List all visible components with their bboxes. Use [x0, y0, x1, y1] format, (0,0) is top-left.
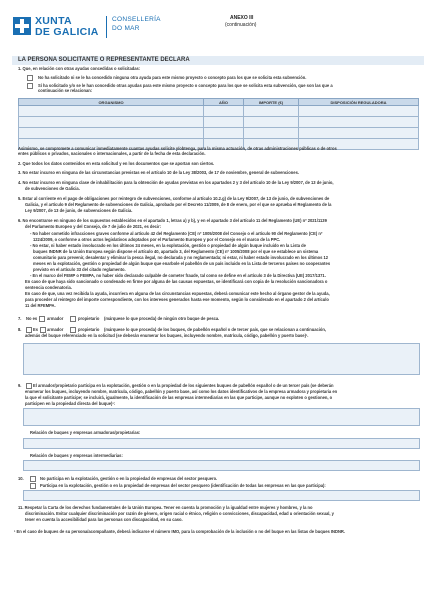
item10-option-a-checkbox[interactable]: [30, 476, 36, 482]
table-row: [19, 117, 419, 128]
dept-name-line2: DO MAR: [112, 25, 140, 32]
item7-armador-checkbox[interactable]: [39, 316, 45, 322]
item6-text-4: 1224/2009, o conforme a otros actos legislativos adoptados por el Parlamento Europeo y por el Consejo en el marco de la PPC.: [33, 237, 281, 242]
item7-no-es: No es: [26, 316, 38, 321]
item6-text-6: buques INDNR de la Unión Europea según dispone el artículo 40, apartado 3, del Reglamento (CE) nº 1005/2008 por el que se establece un sistema: [33, 249, 319, 254]
commitment-text-1: Asimismo, se compromete a comunicar inmediatamente cuantas ayudas solicite y/obtenga, para la misma actuación, de otras administraciones públicas o de otros: [18, 146, 337, 151]
item1-option-b-checkbox[interactable]: [27, 83, 33, 89]
item6-text-9: previsto en el artículo 33 del citado reglamento.: [33, 267, 126, 272]
item3-text: 3. No estar incurso en ninguna de las circunstancias previstas en el artículo 10 de la Ley 38/2003, de 17 de noviembre, general de subvenciones.: [18, 170, 299, 175]
col-header-ano: AÑO: [204, 99, 244, 106]
item5-text-2: Galicia, y el artículo 9 del Reglamento de subvenciones de Galicia, aprobado por el Decreto 11/2009, de 8 de enero, por el que se aprueba el Reglamento de la: [25, 202, 332, 207]
item7-propietario-label: propietario: [78, 316, 100, 321]
item1-option-a-checkbox[interactable]: [27, 75, 33, 81]
item2-text: 2. Que todos los datos contenidos en esta solicitud y en los documentos que se aportan son ciertos.: [18, 161, 215, 166]
item11-text-3: tener en cuenta la accesibilidad para las personas con discapacidad, en su caso.: [25, 517, 183, 522]
item6-text-15: 11 del RFEMPA.: [25, 303, 56, 308]
item11-text-2: discriminación. Evitar cualquier discriminación por razón de género, origen racial o étnico, religión o convicciones, discapacidad, edad u orientación sexual, y: [25, 511, 334, 516]
section-title: LA PERSONA SOLICITANTE O REPRESENTANTE DECLARA: [18, 57, 190, 63]
org-name-line2: DE GALICIA: [35, 26, 99, 38]
item8-propietario-label: propietario: [78, 327, 100, 332]
other-aids-table: [18, 98, 419, 150]
item6-text-13: En caso de que, una vez recibida la ayuda, incurriera en alguna de las circunstancias expuestas, deberá comunicar este hecho al órgano gestor de la ayuda,: [25, 291, 330, 296]
item4-text-1: 4. No estar incurso en ninguna clase de inhabilitación para la obtención de ayudas previstas en los apartados 2 y 3 del artículo 10 de la Ley 9/2007, de 13 de junio,: [18, 180, 334, 185]
col-header-disposicion: DISPOSICIÓN REGULADORA: [299, 99, 419, 106]
item1-option-a-text: No ha solicitado ni se le ha concedido ninguna otra ayuda para este mismo proyecto o concepto para los que se solicita esta subvención.: [38, 75, 307, 80]
item6-text-7: comunitario para prevenir, desalentar y eliminar la pesca ilegal, no declarada y no reglamentada; ni estar, ni haber estado involucrado en los últimos 12: [33, 255, 329, 260]
footnote: ¹ En el caso de buques de su persona/acompañante, deberá indicarse el número IMO, para la comprobación de la inclusión o no del buque en las listas de buques INDNR.: [14, 529, 345, 534]
table-cell-input[interactable]: [19, 128, 204, 139]
item1-option-b-text-1: Sí ha solicitado y/o se le han concedido otras ayudas para este mismo proyecto o concepto para los que se solicita esta subvención, que son las que a: [38, 83, 333, 88]
org-name-line1: XUNTA: [35, 15, 72, 27]
table-cell-input[interactable]: [204, 128, 244, 139]
annex-subtitle: (continuación): [225, 22, 257, 28]
item6-text-12: sentencia condenatoria.: [25, 285, 72, 290]
item6-text-11: En caso de que haya sido sancionado o condenado en firme por alguna de las causas expuestas, se identificará con copia de la resolución sancionadora o: [25, 279, 328, 284]
item9-text-4: participen en la propiedad directa del buque)¹:: [25, 401, 116, 406]
item6-text-3: - No haber cometido infracciones graves conforme al artículo 42 del Reglamento (CE) nº 1005/2008 del Consejo o el artículo 90 del Reglamento (CE) nº: [30, 231, 323, 236]
item7-armador-label: armador: [47, 316, 64, 321]
table-cell-input[interactable]: [204, 117, 244, 128]
item9-text-3: la que el solicitante participe; se incluirá, igualmente, la identificación de las empresas intermediarias en las que participe, aunque no exploten o gestionen, o: [25, 395, 333, 400]
item6-text-1: 6. No encontrarse en ninguno de los supuestos establecidos en el apartado 1, letras a) y b), y en el apartado 3 del artículo 11 del Reglamento (UE) nº 2021/1139: [18, 218, 327, 223]
table-cell-input[interactable]: [299, 106, 419, 117]
item9-label-intermediaries: Relación de buques y empresas intermediarias:: [30, 453, 123, 458]
table-cell-input[interactable]: [299, 128, 419, 139]
item10-option-b-text: Participa en la explotación, gestión o en la propiedad de empresas del sector pesquero (identificación de todas las empresas en las que participa):: [40, 483, 326, 488]
item10-companies-field[interactable]: [23, 490, 420, 501]
table-row: [19, 128, 419, 139]
xunta-logo: [13, 14, 163, 42]
item7-tail: (márquese lo que proceda) de ningún otro buque de pesca.: [104, 316, 220, 321]
table-cell-input[interactable]: [204, 106, 244, 117]
table-cell-input[interactable]: [19, 106, 204, 117]
item11-text-1: 11. Respetar la Carta de los derechos fundamentales de la Unión Europea. Tener en cuenta la promoción y la igualdad entre mujeres y hombres, y la no: [18, 505, 313, 510]
item10-num: 10.: [18, 476, 24, 481]
item1-option-b-text-2: continuación se relacionan:: [38, 88, 93, 93]
item8-vessels-field[interactable]: [23, 343, 420, 375]
item6-text-2: del Parlamento Europeo y del Consejo, de 7 de julio de 2021, es decir:: [25, 224, 162, 229]
item6-text-5: - No estar, ni haber estado involucrado en los últimos 24 meses, en la explotación, gestión o propiedad de algún buque incluido en la Lista de: [30, 243, 306, 248]
item9-intro-field[interactable]: [23, 408, 420, 426]
item9-num: 9.: [18, 383, 22, 388]
item8-es-label: Es: [33, 327, 39, 332]
item6-text-10: - En el marco del FEMP o FEMPA, no haber sido declarado culpable de cometer fraude, tal como se define en el artículo 3 de la Directiva (UE) 2017/1371.: [30, 273, 326, 278]
table-cell-input[interactable]: [19, 117, 204, 128]
xunta-cross-logo-icon: [13, 17, 31, 35]
table-cell-input[interactable]: [244, 106, 299, 117]
item8-armador-label: armador: [47, 327, 64, 332]
item6-text-8: meses en la explotación, gestión o propiedad de algún buque que enarbole el pabellón de un país incluido en la Lista de terceros países no cooperantes: [33, 261, 331, 266]
item10-option-b-checkbox[interactable]: [30, 483, 36, 489]
item4-text-2: de subvenciones de Galicia.: [25, 186, 80, 191]
col-header-importe: IMPORTE (€): [244, 99, 299, 106]
item10-option-a-text: No participa en la explotación, gestión o en la propiedad de empresas del sector pesquero.: [40, 476, 218, 481]
table-row: [19, 106, 419, 117]
logo-divider: [106, 16, 107, 38]
commitment-text-2: entes públicos o privados, nacionales o internacionales, a partir de la fecha de esta declaración.: [18, 151, 206, 156]
item7-num: 7.: [18, 316, 22, 321]
table-header-row: [19, 99, 419, 106]
table-cell-input[interactable]: [244, 117, 299, 128]
item5-text-3: Ley 9/2007, de 13 de junio, de subvenciones de Galicia.: [25, 208, 133, 213]
item9-label-owners: Relación de buques y empresas armadoras/propietarias:: [30, 430, 141, 435]
item9-intermediaries-field[interactable]: [23, 460, 420, 471]
item9-owners-field[interactable]: [23, 438, 420, 449]
item6-text-14: para proceder al reintegro del importe correspondiente, con los intereses generados hasta ese momento, según lo considerado en el apartado 2 del artículo: [25, 297, 329, 302]
item8-tail-2: además del buque referenciado en la solicitud (se deberán enumerar los buques, incluyendo nombre, matrícula, código, pabellón y puerto base)¹.: [25, 333, 309, 338]
item9-text-1: El armador/propietario participa en la explotación, gestión o en la propiedad de los siguientes buques de pabellón español o de un tercer país (se deberán: [33, 383, 334, 388]
item7-propietario-checkbox[interactable]: [70, 316, 76, 322]
table-cell-input[interactable]: [244, 128, 299, 139]
item1-label: 1. Que, en relación con otras ayudas concedidas o solicitadas:: [18, 66, 141, 71]
item9-text-2: enumerar los buques, incluyendo nombre, matrícula, código, pabellón y puerto base, así como los datos identificativos de la empresa armadora y propietaria en: [25, 389, 338, 394]
item8-num: 8.: [18, 327, 22, 332]
item8-tail-1: (márquese lo que proceda) de los buques, de pabellón español o de tercer país, que se relacionan a continuación,: [104, 327, 327, 332]
item5-text-1: 5. Estar al corriente en el pago de obligaciones por reintegro de subvenciones, conforme al artículo 10.2.g) de la Ley 9/2007, de 13 de junio, de subvenciones de: [18, 196, 330, 201]
dept-name-line1: CONSELLERÍA: [112, 16, 161, 23]
table-cell-input[interactable]: [299, 117, 419, 128]
col-header-organismo: ORGANISMO: [19, 99, 204, 106]
annex-title: ANEXO III: [230, 15, 254, 21]
